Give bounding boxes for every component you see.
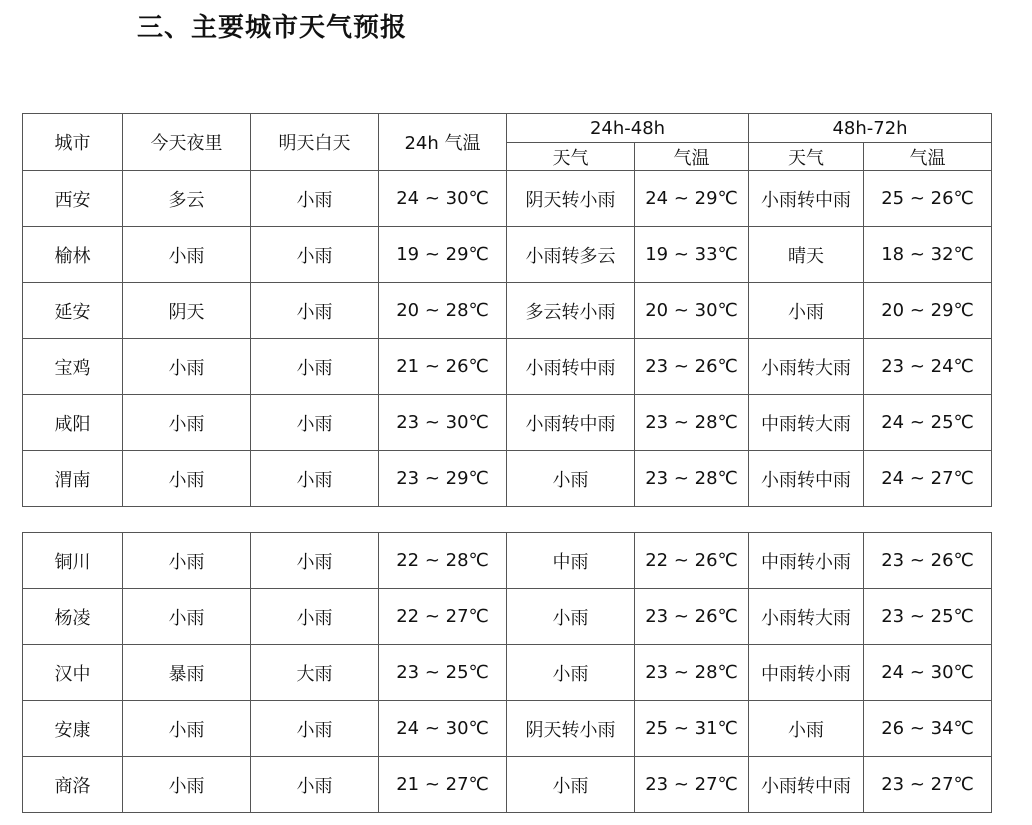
cell-tonight: 小雨	[123, 227, 251, 283]
cell-temp-48-72: 25 ~ 26℃	[864, 171, 992, 227]
cell-tomorrow-day: 小雨	[251, 395, 379, 451]
cell-weather-24-48: 小雨转多云	[507, 227, 635, 283]
cell-temp-24-48: 19 ~ 33℃	[635, 227, 749, 283]
table-row	[23, 171, 992, 227]
cell-weather-48-72: 小雨转中雨	[749, 757, 864, 813]
cell-temp-48-72: 20 ~ 29℃	[864, 283, 992, 339]
cell-tomorrow-day: 小雨	[251, 283, 379, 339]
cell-weather-24-48: 多云转小雨	[507, 283, 635, 339]
cell-temp-24h: 20 ~ 28℃	[379, 283, 507, 339]
cell-tonight: 小雨	[123, 395, 251, 451]
cell-tomorrow-day: 小雨	[251, 171, 379, 227]
forecast-table-top	[22, 113, 992, 507]
cell-city: 铜川	[23, 533, 123, 589]
page-title: 三、主要城市天气预报	[137, 13, 408, 43]
table-row	[23, 227, 992, 283]
cell-tomorrow-day: 小雨	[251, 451, 379, 507]
cell-weather-24-48: 小雨转中雨	[507, 339, 635, 395]
table-row	[23, 533, 992, 589]
header-weather-24-48: 天气	[507, 143, 635, 171]
cell-weather-24-48: 小雨	[507, 757, 635, 813]
cell-city: 延安	[23, 283, 123, 339]
cell-tonight: 小雨	[123, 451, 251, 507]
cell-temp-48-72: 24 ~ 27℃	[864, 451, 992, 507]
cell-temp-24-48: 23 ~ 28℃	[635, 395, 749, 451]
cell-temp-24h: 19 ~ 29℃	[379, 227, 507, 283]
forecast-body-top	[23, 171, 992, 507]
cell-tonight: 小雨	[123, 757, 251, 813]
cell-weather-24-48: 中雨	[507, 533, 635, 589]
cell-tonight: 小雨	[123, 589, 251, 645]
cell-city: 宝鸡	[23, 339, 123, 395]
cell-tomorrow-day: 小雨	[251, 339, 379, 395]
cell-tomorrow-day: 大雨	[251, 645, 379, 701]
cell-temp-24-48: 22 ~ 26℃	[635, 533, 749, 589]
header-group-24-48: 24h-48h	[507, 114, 749, 143]
cell-city: 商洛	[23, 757, 123, 813]
forecast-body-bottom	[23, 533, 992, 813]
header-temp-48-72: 气温	[864, 143, 992, 171]
cell-weather-24-48: 小雨	[507, 589, 635, 645]
cell-weather-24-48: 阴天转小雨	[507, 701, 635, 757]
table-row	[23, 589, 992, 645]
cell-temp-24-48: 23 ~ 28℃	[635, 645, 749, 701]
forecast-table-bottom	[22, 532, 992, 813]
cell-temp-48-72: 23 ~ 24℃	[864, 339, 992, 395]
cell-weather-48-72: 小雨转中雨	[749, 451, 864, 507]
cell-tonight: 多云	[123, 171, 251, 227]
cell-temp-24-48: 20 ~ 30℃	[635, 283, 749, 339]
cell-weather-24-48: 小雨	[507, 451, 635, 507]
table-row	[23, 757, 992, 813]
cell-city: 榆林	[23, 227, 123, 283]
cell-temp-48-72: 23 ~ 25℃	[864, 589, 992, 645]
cell-tomorrow-day: 小雨	[251, 757, 379, 813]
cell-tomorrow-day: 小雨	[251, 533, 379, 589]
table-row	[23, 339, 992, 395]
cell-tonight: 暴雨	[123, 645, 251, 701]
header-group-48-72: 48h-72h	[749, 114, 992, 143]
cell-tomorrow-day: 小雨	[251, 227, 379, 283]
cell-weather-48-72: 小雨转大雨	[749, 339, 864, 395]
cell-tonight: 小雨	[123, 533, 251, 589]
cell-temp-24h: 23 ~ 29℃	[379, 451, 507, 507]
cell-weather-48-72: 小雨转大雨	[749, 589, 864, 645]
header-city: 城市	[23, 114, 123, 171]
cell-temp-24-48: 24 ~ 29℃	[635, 171, 749, 227]
cell-weather-24-48: 小雨	[507, 645, 635, 701]
cell-tomorrow-day: 小雨	[251, 589, 379, 645]
cell-temp-48-72: 23 ~ 27℃	[864, 757, 992, 813]
header-tonight: 今天夜里	[123, 114, 251, 171]
header-temp-24-48: 气温	[635, 143, 749, 171]
cell-city: 西安	[23, 171, 123, 227]
header-temp-24h: 24h 气温	[379, 114, 507, 171]
cell-weather-48-72: 中雨转小雨	[749, 533, 864, 589]
cell-temp-24-48: 23 ~ 26℃	[635, 339, 749, 395]
cell-weather-24-48: 阴天转小雨	[507, 171, 635, 227]
cell-temp-24h: 22 ~ 28℃	[379, 533, 507, 589]
cell-temp-24h: 23 ~ 30℃	[379, 395, 507, 451]
cell-temp-48-72: 24 ~ 25℃	[864, 395, 992, 451]
cell-city: 渭南	[23, 451, 123, 507]
cell-temp-24h: 21 ~ 27℃	[379, 757, 507, 813]
cell-weather-24-48: 小雨转中雨	[507, 395, 635, 451]
cell-weather-48-72: 晴天	[749, 227, 864, 283]
table-row	[23, 645, 992, 701]
cell-temp-48-72: 18 ~ 32℃	[864, 227, 992, 283]
cell-weather-48-72: 小雨	[749, 283, 864, 339]
cell-temp-48-72: 24 ~ 30℃	[864, 645, 992, 701]
cell-temp-48-72: 23 ~ 26℃	[864, 533, 992, 589]
header-tomorrow-day: 明天白天	[251, 114, 379, 171]
cell-temp-24h: 21 ~ 26℃	[379, 339, 507, 395]
cell-weather-48-72: 小雨	[749, 701, 864, 757]
cell-weather-48-72: 小雨转中雨	[749, 171, 864, 227]
header-weather-48-72: 天气	[749, 143, 864, 171]
table-row	[23, 701, 992, 757]
cell-city: 杨凌	[23, 589, 123, 645]
cell-weather-48-72: 中雨转大雨	[749, 395, 864, 451]
cell-weather-48-72: 中雨转小雨	[749, 645, 864, 701]
cell-city: 咸阳	[23, 395, 123, 451]
cell-temp-24h: 22 ~ 27℃	[379, 589, 507, 645]
cell-city: 安康	[23, 701, 123, 757]
cell-tonight: 小雨	[123, 701, 251, 757]
cell-temp-48-72: 26 ~ 34℃	[864, 701, 992, 757]
cell-tomorrow-day: 小雨	[251, 701, 379, 757]
cell-temp-24h: 24 ~ 30℃	[379, 171, 507, 227]
cell-temp-24-48: 23 ~ 27℃	[635, 757, 749, 813]
cell-city: 汉中	[23, 645, 123, 701]
table-row	[23, 451, 992, 507]
cell-tonight: 小雨	[123, 339, 251, 395]
table-row	[23, 395, 992, 451]
cell-temp-24h: 23 ~ 25℃	[379, 645, 507, 701]
cell-temp-24h: 24 ~ 30℃	[379, 701, 507, 757]
cell-temp-24-48: 23 ~ 28℃	[635, 451, 749, 507]
cell-temp-24-48: 25 ~ 31℃	[635, 701, 749, 757]
cell-tonight: 阴天	[123, 283, 251, 339]
table-row	[23, 283, 992, 339]
cell-temp-24-48: 23 ~ 26℃	[635, 589, 749, 645]
